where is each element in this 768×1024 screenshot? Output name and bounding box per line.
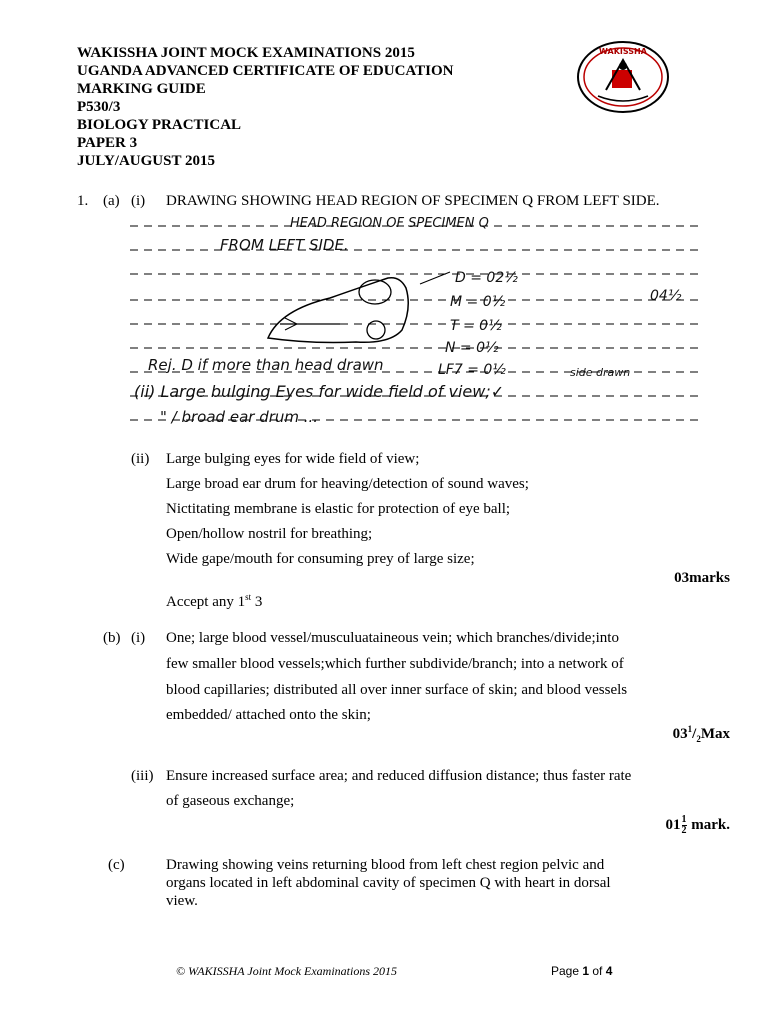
- svg-text:WAKISSHA: WAKISSHA: [599, 47, 647, 56]
- answer-line: few smaller blood vessels;which further subdivide/branch; into a network of: [166, 656, 624, 672]
- subpart-label-i: (i): [131, 193, 146, 209]
- mark-m: M = 0½: [450, 294, 506, 310]
- subpart-label-iii: (iii): [131, 768, 154, 784]
- exam-date: JULY/AUGUST 2015: [77, 153, 215, 169]
- subject-title: BIOLOGY PRACTICAL: [77, 117, 242, 133]
- part-label-c: (c): [108, 857, 125, 873]
- answer-line: embedded/ attached onto the skin;: [166, 707, 371, 723]
- question-text: view.: [166, 893, 198, 909]
- exam-title: WAKISSHA JOINT MOCK EXAMINATIONS 2015: [77, 45, 415, 61]
- marks-award: 03marks: [674, 570, 730, 586]
- guide-title: MARKING GUIDE: [77, 81, 206, 97]
- paper-number: PAPER 3: [77, 135, 138, 151]
- rejection-note: Rej. D if more than head drawn: [148, 356, 384, 374]
- question-text: organs located in left abdominal cavity of specimen Q with heart in dorsal: [166, 875, 611, 891]
- handwritten-answer-1: (ii) Large bulging Eyes for wide field of view;✓: [134, 382, 505, 401]
- mark-lf: LF7 = 0½: [438, 362, 506, 378]
- question-text: Drawing showing veins returning blood from left chest region pelvic and: [166, 857, 605, 873]
- drawing-instruction: DRAWING SHOWING HEAD REGION OF SPECIMEN Q FROM LEFT SIDE.: [166, 193, 660, 209]
- subpart-label-ii: (ii): [131, 451, 150, 467]
- mark-total: 04½: [650, 288, 682, 304]
- certificate-title: UGANDA ADVANCED CERTIFICATE OF EDUCATION: [77, 63, 454, 79]
- answer-line: Nictitating membrane is elastic for protection of eye ball;: [166, 501, 511, 517]
- page-number: Page 1 of 4: [551, 964, 613, 978]
- subpart-label-i: (i): [131, 630, 146, 646]
- answer-line: One; large blood vessel/musculuataineous vein; which branches/divide;into: [166, 630, 619, 646]
- answer-line: Large broad ear drum for heaving/detection of sound waves;: [166, 476, 529, 492]
- part-label-b: (b): [103, 630, 121, 646]
- marks-award: $03^1/_2Max$: [672, 724, 730, 744]
- wakissha-logo: [576, 40, 670, 114]
- side-note: side drawn: [570, 366, 631, 379]
- accept-note: Accept any 1st 3: [166, 592, 263, 610]
- answer-line: Wide gape/mouth for consuming prey of large size;: [166, 551, 475, 567]
- mark-d: D = 02½: [455, 270, 518, 286]
- question-number: 1.: [77, 193, 89, 209]
- answer-line: Large bulging eyes for wide field of view;: [166, 451, 420, 467]
- handwritten-answer-2: " / broad ear drum ...: [160, 408, 319, 426]
- part-label-a: (a): [103, 193, 120, 209]
- answer-line: of gaseous exchange;: [166, 793, 295, 809]
- footer-copyright: © WAKISSHA Joint Mock Examinations 2015: [176, 964, 398, 978]
- answer-line: Ensure increased surface area; and reduced diffusion distance; thus faster rate: [166, 768, 632, 784]
- mark-n: N = 0½: [445, 340, 499, 356]
- answer-line: Open/hollow nostril for breathing;: [166, 526, 373, 542]
- handwritten-title-2: FROM LEFT SIDE.: [220, 236, 349, 254]
- handwritten-title: HEAD REGION OF SPECIMEN Q: [290, 216, 489, 231]
- mark-t: T = 0½: [450, 318, 502, 334]
- marks-award: 01 $\frac{1}{2}$ mark.: [665, 814, 730, 836]
- answer-line: blood capillaries; distributed all over inner surface of skin; and blood vessels: [166, 682, 628, 698]
- handwritten-marking-scan: [120, 212, 720, 442]
- paper-code: P530/3: [77, 99, 121, 115]
